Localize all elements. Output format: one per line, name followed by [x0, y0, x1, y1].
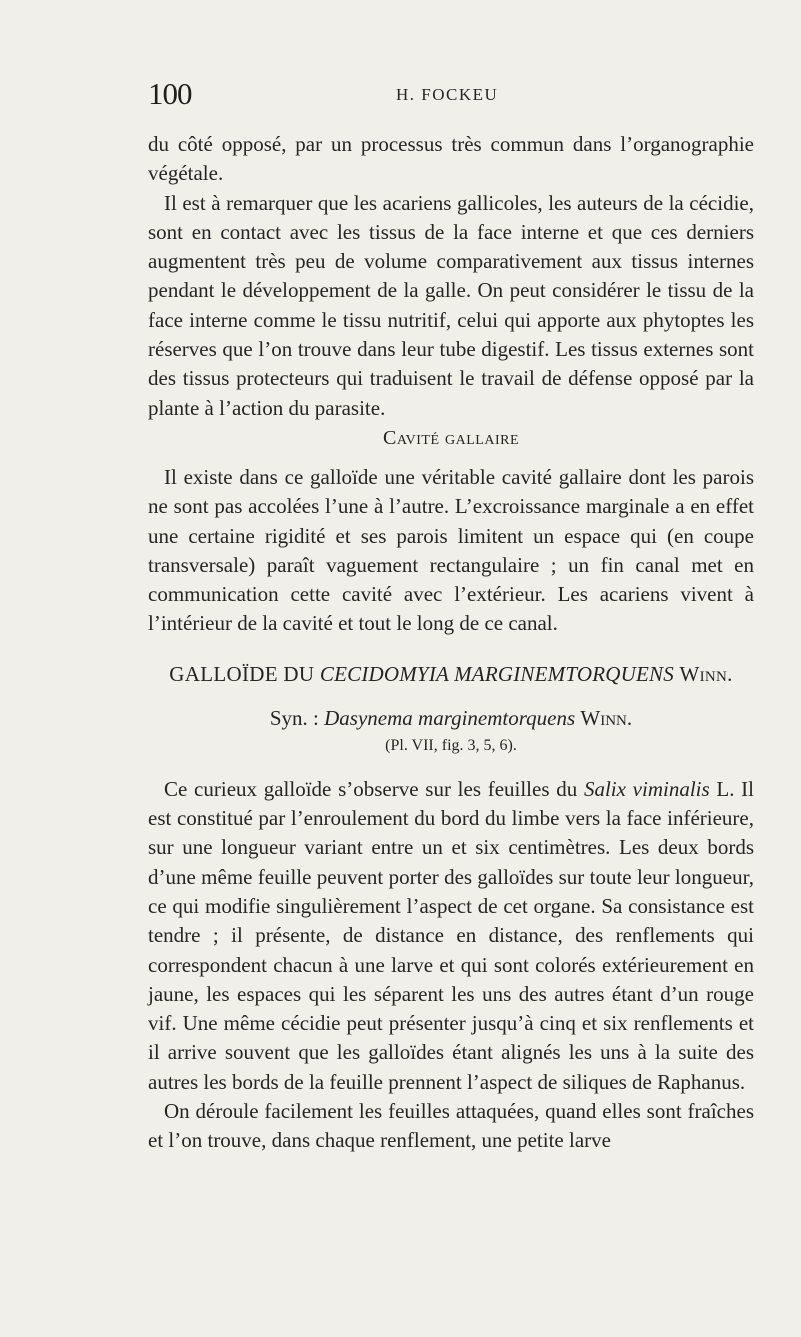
paragraph-5: On déroule facilement les feuilles attaquées, quand elles sont fraîches et l’on trouve, dans chaque renflement, une petite larve	[148, 1099, 754, 1153]
synonym-name: Dasynema marginemtorquens	[324, 705, 576, 730]
species-heading-name: CECIDOMYIA MARGINEMTORQUENS	[319, 661, 674, 686]
page-number: 100	[148, 76, 192, 111]
paragraph-4	[148, 775, 754, 1097]
species-heading	[148, 659, 754, 689]
running-head	[148, 76, 754, 130]
document-page	[148, 76, 754, 1156]
section-heading-cavite-text: Cavité gallaire	[382, 426, 519, 449]
paragraph-4-start: Ce curieux galloïde s’observe sur les feuilles du	[164, 776, 584, 801]
synonym-author: Winn.	[580, 705, 633, 730]
synonym-prefix: Syn. :	[269, 705, 325, 730]
plate-reference: (Pl. VII, fig. 3, 5, 6).	[385, 736, 517, 754]
species-heading-prefix: GALLOÏDE DU	[169, 661, 320, 686]
paragraph-3: Il existe dans ce galloïde une véritable cavité gallaire dont les parois ne sont pas accolées l’une à l’autre. L’excroissance marginale a en effet une certaine rigidité et ses parois limitent un espace qui (en coupe transversale) paraît vaguement rectangulaire ; un fin canal met en communication cette cavité avec l’extérieur. Les acariens vivent à l’intérieur de la cavité et tout le long de ce canal.	[148, 464, 754, 636]
paragraph-1: du côté opposé, par un processus très commun dans l’organographie végétale.	[148, 132, 754, 186]
paragraph-2: Il est à remarquer que les acariens gallicoles, les auteurs de la cécidie, sont en contact avec les tissus de la face interne et que ces derniers augmentent très peu de volume comparativement aux tissus internes pendant le développement de la galle. On peut considérer le tissu de la face interne comme le tissu nutritif, celui qui apporte aux phytoptes les réserves que l’on trouve dans leur tube digestif. Les tissus externes sont des tissus protecteurs qui traduisent le travail de défense opposé par la plante à l’action du parasite.	[148, 190, 754, 420]
species-heading-author: Winn.	[679, 661, 733, 686]
paragraph-4-rest: L. Il est constitué par l’enroulement du bord du limbe vers la face inférieure, sur une longueur variant entre un et six centimètres. Les deux bords d’une même feuille peuvent porter des galloïdes sur toute leur longueur, ce qui modifie singulièrement l’aspect de cet organe. Sa consistance est tendre ; il présente, de distance en distance, des renflements qui correspondent chacun à une larve et qui sont colorés extérieurement en jaune, les espaces qui les séparent les uns des autres étant d’un rouge vif. Une même cécidie peut présenter jusqu’à cinq et six renflements et il arrive souvent que les galloïdes étant alignés les uns à la suite des autres les bords de la feuille prennent l’aspect de siliques de Raphanus.	[148, 776, 754, 1094]
running-head-author: H. FOCKEU	[396, 85, 499, 104]
section-heading-cavite	[148, 423, 754, 453]
synonym-line	[148, 703, 754, 733]
paragraph-4-taxon: Salix viminalis	[583, 776, 710, 801]
